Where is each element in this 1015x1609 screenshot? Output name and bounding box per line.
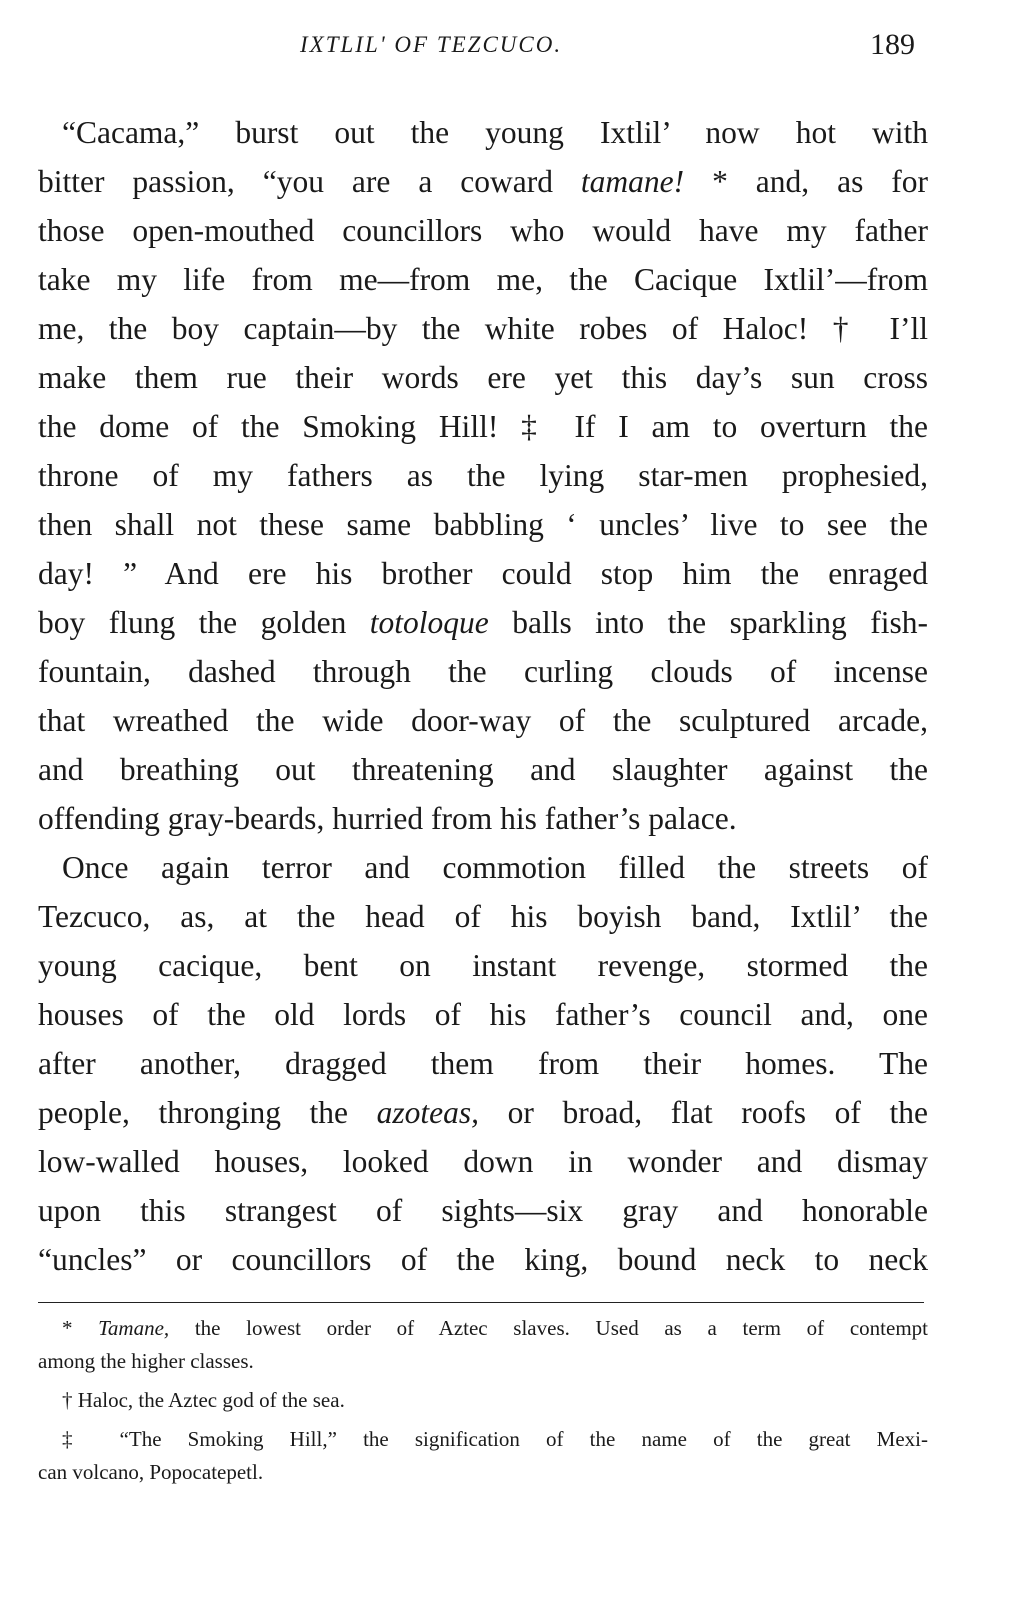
paragraph-1 bbox=[38, 108, 928, 843]
text-line: “uncles” or councillors of the king, bound neck to neck bbox=[38, 1242, 928, 1277]
text-line: low-walled houses, looked down in wonder and dismay bbox=[38, 1144, 928, 1179]
footnote-haloc bbox=[38, 1384, 928, 1417]
text-line: then shall not these same babbling ‘ uncles’ live to see the bbox=[38, 507, 928, 542]
text-line: throne of my fathers as the lying star-men prophesied, bbox=[38, 458, 928, 493]
text-line: bitter passion, “you are a coward tamane! * and, as for bbox=[38, 164, 929, 199]
footnote-smoking-hill bbox=[38, 1423, 928, 1489]
running-head: IXTLIL' OF TEZCUCO. bbox=[300, 32, 563, 57]
text-line: offending gray-beards, hurried from his father’s palace. bbox=[38, 801, 737, 836]
footnotes bbox=[38, 1312, 928, 1495]
text-line: “Cacama,” burst out the young Ixtlil’ now hot with bbox=[62, 115, 928, 150]
text-line: young cacique, bent on instant revenge, stormed the bbox=[38, 948, 928, 983]
page-number: 189 bbox=[870, 28, 915, 61]
text-line: that wreathed the wide door-way of the sculptured arcade, bbox=[38, 703, 928, 738]
text-line: people, thronging the azoteas, or broad, flat roofs of the bbox=[38, 1095, 928, 1130]
text-line: day! ” And ere his brother could stop him the enraged bbox=[38, 556, 928, 591]
text-line: boy flung the golden totoloque balls into the sparkling fish- bbox=[38, 605, 928, 640]
text-line: me, the boy captain—by the white robes of Haloc! † I’ll bbox=[38, 311, 928, 346]
paragraph-2 bbox=[38, 843, 928, 1284]
footnote-line: † Haloc, the Aztec god of the sea. bbox=[62, 1388, 345, 1412]
text-line: Once again terror and commotion filled the streets of bbox=[62, 850, 928, 885]
footnote-tamane bbox=[38, 1312, 928, 1378]
text-line: and breathing out threatening and slaughter against the bbox=[38, 752, 928, 787]
text-line: upon this strangest of sights—six gray and honorable bbox=[38, 1193, 928, 1228]
text-line: make them rue their words ere yet this day’s sun cross bbox=[38, 360, 928, 395]
footnote-rule bbox=[38, 1302, 924, 1303]
footnote-line: can volcano, Popocatepetl. bbox=[38, 1460, 264, 1484]
footnote-line: among the higher classes. bbox=[38, 1349, 254, 1373]
text-line: fountain, dashed through the curling clouds of incense bbox=[38, 654, 928, 689]
text-line: those open-mouthed councillors who would have my father bbox=[38, 213, 928, 248]
footnote-line: ‡ “The Smoking Hill,” the signification of the name of the great Mexi- bbox=[62, 1427, 928, 1451]
text-line: houses of the old lords of his father’s council and, one bbox=[38, 997, 928, 1032]
text-line: take my life from me—from me, the Cacique Ixtlil’—from bbox=[38, 262, 928, 297]
text-line: after another, dragged them from their homes. The bbox=[38, 1046, 928, 1081]
footnote-line: * Tamane, the lowest order of Aztec slaves. Used as a term of contempt bbox=[62, 1316, 928, 1340]
text-line: the dome of the Smoking Hill! ‡ If I am to overturn the bbox=[38, 409, 928, 444]
text-line: Tezcuco, as, at the head of his boyish band, Ixtlil’ the bbox=[38, 899, 928, 934]
body-text bbox=[38, 108, 928, 1284]
